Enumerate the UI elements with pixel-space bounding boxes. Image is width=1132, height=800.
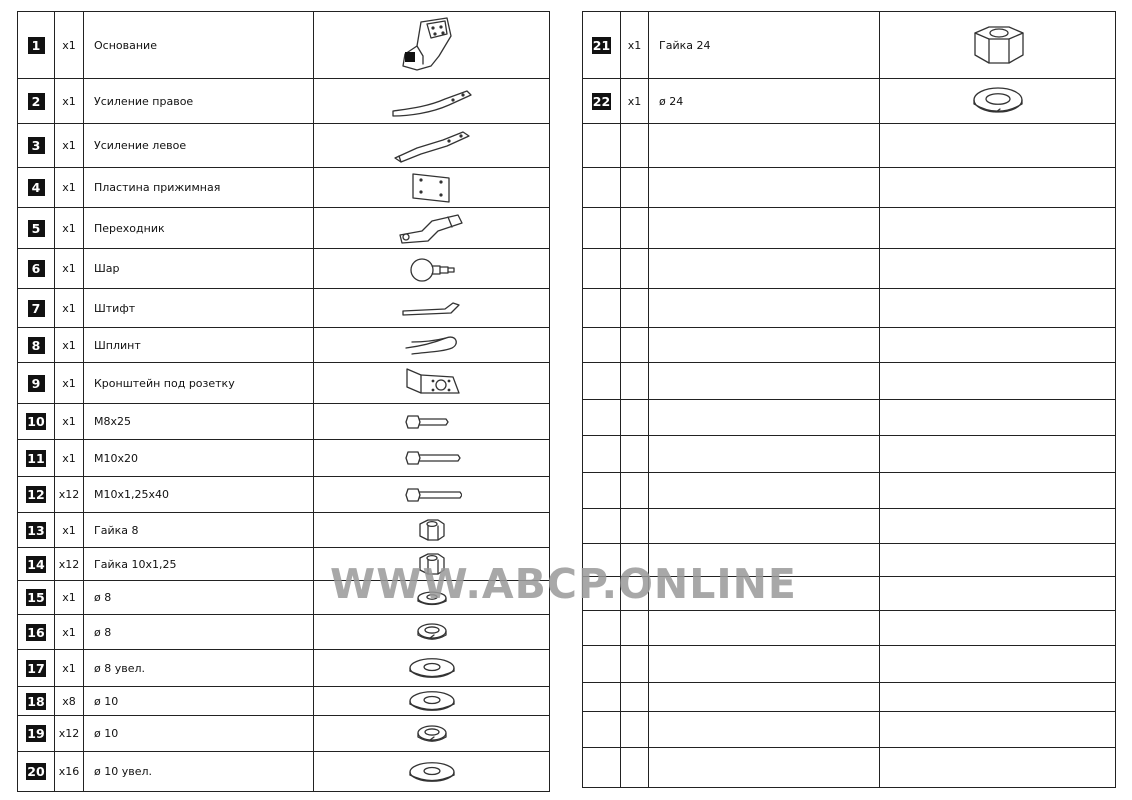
part-name-cell xyxy=(649,646,880,683)
part-number-cell xyxy=(583,544,621,577)
quantity-cell: x1 xyxy=(55,12,84,79)
part-image-cell xyxy=(880,683,1116,712)
part-number-badge: 1 xyxy=(28,37,45,54)
nut-icon xyxy=(412,516,452,544)
part-number-cell xyxy=(18,716,55,752)
quantity-cell xyxy=(621,124,649,168)
part-name-cell: М10х20 xyxy=(84,440,314,477)
quantity-cell xyxy=(621,249,649,289)
quantity-cell xyxy=(621,544,649,577)
part-number-cell xyxy=(583,168,621,208)
table-row xyxy=(583,712,1116,748)
reinforcement-bar-icon xyxy=(387,128,477,164)
quantity-cell xyxy=(621,611,649,646)
part-number-cell xyxy=(583,208,621,249)
part-image-cell xyxy=(314,79,550,124)
table-row xyxy=(18,124,550,168)
part-image-cell xyxy=(880,328,1116,363)
bolt-icon xyxy=(402,483,462,507)
part-number-cell xyxy=(583,124,621,168)
part-name-cell: Гайка 24 xyxy=(649,12,880,79)
part-number-badge: 18 xyxy=(27,693,45,709)
table-row xyxy=(18,581,550,615)
part-name-cell xyxy=(649,168,880,208)
quantity-cell xyxy=(621,712,649,748)
table-row xyxy=(18,289,550,328)
part-name-cell xyxy=(649,249,880,289)
part-name-cell: М10х1,25х40 xyxy=(84,477,314,513)
part-image-cell xyxy=(314,615,550,650)
part-image-cell xyxy=(314,581,550,615)
part-number-cell xyxy=(583,249,621,289)
part-image-cell xyxy=(880,436,1116,473)
part-number-cell xyxy=(18,79,55,124)
part-number-badge: 10 xyxy=(27,414,45,429)
part-number-cell xyxy=(583,473,621,509)
quantity-cell xyxy=(621,289,649,328)
part-number-badge: 20 xyxy=(27,764,45,779)
part-image-cell xyxy=(314,404,550,440)
part-number-cell xyxy=(18,581,55,615)
part-number-cell xyxy=(583,646,621,683)
part-number-cell xyxy=(18,168,55,208)
part-number-badge: 3 xyxy=(28,137,45,154)
table-row xyxy=(583,473,1116,509)
quantity-cell xyxy=(621,473,649,509)
part-number-cell xyxy=(18,650,55,687)
quantity-cell: x1 xyxy=(55,124,84,168)
part-image-cell xyxy=(880,12,1116,79)
table-row xyxy=(583,168,1116,208)
reinforcement-bar-icon xyxy=(387,83,477,119)
quantity-cell: x1 xyxy=(621,12,649,79)
part-number-cell xyxy=(18,477,55,513)
quantity-cell xyxy=(621,683,649,712)
bolt-icon xyxy=(402,446,462,470)
part-name-cell: Пластина прижимная xyxy=(84,168,314,208)
part-number-cell xyxy=(18,208,55,249)
part-number-badge: 21 xyxy=(592,37,611,53)
quantity-cell: x1 xyxy=(55,615,84,650)
table-row xyxy=(583,509,1116,544)
part-number-cell xyxy=(583,509,621,544)
quantity-cell xyxy=(621,363,649,400)
part-number-cell xyxy=(18,124,55,168)
bolt-icon xyxy=(402,410,462,434)
quantity-cell: x1 xyxy=(55,363,84,404)
parts-table-right xyxy=(582,11,1116,788)
part-name-cell: Шар xyxy=(84,249,314,289)
quantity-cell: x1 xyxy=(55,513,84,548)
table-row xyxy=(18,328,550,363)
plate-icon xyxy=(407,170,457,206)
part-number-cell xyxy=(18,12,55,79)
bracket-base-icon xyxy=(387,16,477,74)
quantity-cell xyxy=(621,208,649,249)
part-image-cell xyxy=(880,168,1116,208)
table-row xyxy=(583,544,1116,577)
quantity-cell: x12 xyxy=(55,548,84,581)
part-name-cell: Основание xyxy=(84,12,314,79)
part-image-cell xyxy=(880,400,1116,436)
part-name-cell xyxy=(649,400,880,436)
part-name-cell xyxy=(649,363,880,400)
part-name-cell xyxy=(649,509,880,544)
part-number-cell xyxy=(583,712,621,748)
part-image-cell xyxy=(314,363,550,404)
washer-icon xyxy=(402,688,462,714)
part-image-cell xyxy=(314,328,550,363)
quantity-cell: x1 xyxy=(621,79,649,124)
part-number-badge: 7 xyxy=(28,300,45,317)
part-number-cell xyxy=(583,436,621,473)
part-number-cell xyxy=(18,404,55,440)
quantity-cell xyxy=(621,509,649,544)
part-image-cell xyxy=(314,124,550,168)
part-number-badge: 9 xyxy=(28,375,45,392)
part-number-badge: 2 xyxy=(28,93,45,110)
part-name-cell xyxy=(649,712,880,748)
part-number-cell xyxy=(583,363,621,400)
part-number-cell xyxy=(583,683,621,712)
part-image-cell xyxy=(880,646,1116,683)
part-name-cell: Штифт xyxy=(84,289,314,328)
table-row xyxy=(583,611,1116,646)
part-image-cell xyxy=(314,513,550,548)
quantity-cell xyxy=(621,400,649,436)
part-name-cell xyxy=(649,124,880,168)
part-number-cell xyxy=(583,328,621,363)
washer-icon xyxy=(402,655,462,681)
part-image-cell xyxy=(314,687,550,716)
table-row xyxy=(583,12,1116,79)
part-name-cell: ø 10 xyxy=(84,687,314,716)
part-image-cell xyxy=(880,611,1116,646)
quantity-cell: x16 xyxy=(55,752,84,792)
pin-icon xyxy=(397,297,467,319)
part-number-cell xyxy=(18,363,55,404)
table-row xyxy=(583,208,1116,249)
quantity-cell xyxy=(621,436,649,473)
part-number-cell xyxy=(583,289,621,328)
part-image-cell xyxy=(314,208,550,249)
table-row xyxy=(18,548,550,581)
part-number-cell xyxy=(18,687,55,716)
table-row xyxy=(18,477,550,513)
part-number-badge: 8 xyxy=(28,337,45,354)
part-number-cell xyxy=(583,748,621,788)
table-row xyxy=(583,124,1116,168)
table-row xyxy=(18,168,550,208)
quantity-cell: x1 xyxy=(55,249,84,289)
table-row xyxy=(18,12,550,79)
part-name-cell: ø 8 xyxy=(84,581,314,615)
part-image-cell xyxy=(880,544,1116,577)
part-image-cell xyxy=(880,712,1116,748)
table-row xyxy=(583,577,1116,611)
table-row xyxy=(583,289,1116,328)
part-name-cell xyxy=(649,473,880,509)
table-row xyxy=(18,404,550,440)
part-image-cell xyxy=(880,748,1116,788)
part-image-cell xyxy=(314,752,550,792)
part-image-cell xyxy=(314,650,550,687)
part-name-cell: ø 8 увел. xyxy=(84,650,314,687)
part-name-cell: Переходник xyxy=(84,208,314,249)
part-image-cell xyxy=(880,473,1116,509)
table-row xyxy=(583,436,1116,473)
watermark: WWW.ABCP.ONLINE xyxy=(330,560,797,608)
part-image-cell xyxy=(880,79,1116,124)
part-name-cell xyxy=(649,544,880,577)
part-name-cell: ø 24 xyxy=(649,79,880,124)
quantity-cell: x1 xyxy=(55,650,84,687)
quantity-cell: x8 xyxy=(55,687,84,716)
part-number-cell xyxy=(18,249,55,289)
socket-bracket-icon xyxy=(397,363,467,403)
table-row xyxy=(18,249,550,289)
part-image-cell xyxy=(880,249,1116,289)
part-number-cell xyxy=(18,513,55,548)
quantity-cell: x1 xyxy=(55,581,84,615)
part-name-cell: Шплинт xyxy=(84,328,314,363)
part-number-cell xyxy=(583,79,621,124)
part-number-badge: 5 xyxy=(28,220,45,237)
part-number-badge: 12 xyxy=(27,487,45,502)
quantity-cell: x1 xyxy=(55,289,84,328)
part-image-cell xyxy=(314,249,550,289)
part-name-cell: Усиление левое xyxy=(84,124,314,168)
table-row xyxy=(18,752,550,792)
part-number-badge: 16 xyxy=(27,624,45,640)
quantity-cell xyxy=(621,577,649,611)
quantity-cell: x12 xyxy=(55,716,84,752)
table-row xyxy=(18,716,550,752)
adapter-icon xyxy=(392,211,472,245)
part-name-cell xyxy=(649,577,880,611)
quantity-cell xyxy=(621,328,649,363)
part-image-cell xyxy=(314,12,550,79)
part-image-cell xyxy=(314,477,550,513)
table-row xyxy=(583,249,1116,289)
table-row xyxy=(18,208,550,249)
part-number-badge: 13 xyxy=(27,522,45,538)
part-name-cell: Гайка 8 xyxy=(84,513,314,548)
part-number-badge: 11 xyxy=(27,450,45,466)
part-image-cell xyxy=(314,168,550,208)
part-number-badge: 22 xyxy=(592,93,611,109)
part-name-cell: ø 10 увел. xyxy=(84,752,314,792)
part-number-badge: 4 xyxy=(28,179,45,196)
spring-washer-icon xyxy=(402,720,462,748)
table-row xyxy=(583,363,1116,400)
table-row xyxy=(18,650,550,687)
table-row xyxy=(583,646,1116,683)
part-image-cell xyxy=(880,363,1116,400)
part-name-cell xyxy=(649,436,880,473)
quantity-cell: x1 xyxy=(55,328,84,363)
part-name-cell: Усиление правое xyxy=(84,79,314,124)
spring-washer-icon xyxy=(968,87,1028,115)
part-image-cell xyxy=(314,548,550,581)
part-name-cell: ø 10 xyxy=(84,716,314,752)
part-name-cell: ø 8 xyxy=(84,615,314,650)
part-name-cell xyxy=(649,208,880,249)
quantity-cell: x1 xyxy=(55,168,84,208)
part-number-cell xyxy=(583,12,621,79)
table-row xyxy=(18,615,550,650)
part-image-cell xyxy=(880,124,1116,168)
part-image-cell xyxy=(314,440,550,477)
part-image-cell xyxy=(314,289,550,328)
quantity-cell: x12 xyxy=(55,477,84,513)
part-number-cell xyxy=(18,440,55,477)
nut-icon xyxy=(412,550,452,578)
table-row xyxy=(18,440,550,477)
part-name-cell xyxy=(649,748,880,788)
quantity-cell xyxy=(621,646,649,683)
spring-washer-icon xyxy=(402,618,462,646)
part-image-cell xyxy=(880,289,1116,328)
table-row xyxy=(583,328,1116,363)
table-row xyxy=(583,400,1116,436)
part-image-cell xyxy=(880,208,1116,249)
part-image-cell xyxy=(880,509,1116,544)
part-name-cell xyxy=(649,289,880,328)
tow-ball-icon xyxy=(402,252,462,286)
table-row xyxy=(18,79,550,124)
part-number-badge: 15 xyxy=(27,590,45,605)
part-number-cell xyxy=(583,611,621,646)
part-name-cell: Кронштейн под розетку xyxy=(84,363,314,404)
part-name-cell xyxy=(649,611,880,646)
part-name-cell: Гайка 10х1,25 xyxy=(84,548,314,581)
washer-icon xyxy=(402,585,462,611)
table-row xyxy=(583,79,1116,124)
part-number-badge: 19 xyxy=(27,726,45,741)
part-name-cell: М8х25 xyxy=(84,404,314,440)
table-row xyxy=(18,513,550,548)
quantity-cell: x1 xyxy=(55,440,84,477)
part-name-cell xyxy=(649,683,880,712)
table-row xyxy=(18,363,550,404)
quantity-cell: x1 xyxy=(55,79,84,124)
table-row xyxy=(583,683,1116,712)
table-row xyxy=(18,687,550,716)
part-name-cell xyxy=(649,328,880,363)
part-number-cell xyxy=(18,328,55,363)
part-number-badge: 17 xyxy=(27,660,45,676)
part-number-badge: 14 xyxy=(27,556,45,572)
part-image-cell xyxy=(880,577,1116,611)
part-number-cell xyxy=(583,577,621,611)
quantity-cell xyxy=(621,168,649,208)
quantity-cell xyxy=(621,748,649,788)
part-number-cell xyxy=(583,400,621,436)
table-row xyxy=(583,748,1116,788)
part-number-cell xyxy=(18,289,55,328)
quantity-cell: x1 xyxy=(55,404,84,440)
washer-icon xyxy=(402,759,462,785)
parts-table-left xyxy=(17,11,550,792)
part-number-badge: 6 xyxy=(28,260,45,277)
part-image-cell xyxy=(314,716,550,752)
part-number-cell xyxy=(18,615,55,650)
nut-icon xyxy=(963,23,1033,67)
quantity-cell: x1 xyxy=(55,208,84,249)
cotter-pin-icon xyxy=(402,332,462,358)
part-number-cell xyxy=(18,752,55,792)
part-number-cell xyxy=(18,548,55,581)
